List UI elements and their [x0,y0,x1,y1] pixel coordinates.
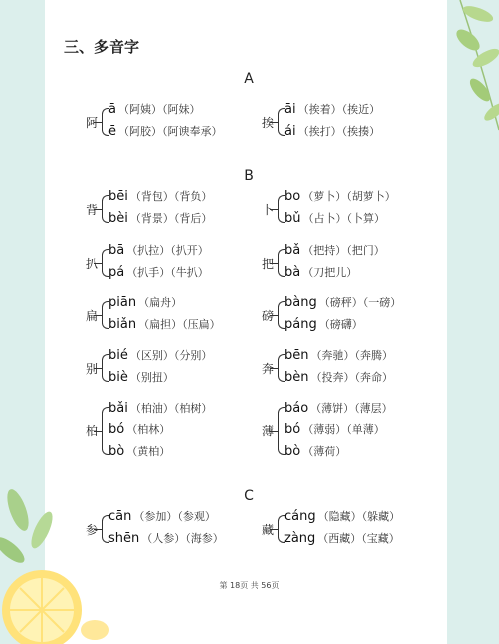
pinyin: piān [108,295,137,310]
section-letter-c: C [244,488,254,504]
words: （把持）（把门） [302,244,385,257]
pinyin: āi [284,102,296,117]
reading-line [108,508,216,524]
reading-line [284,421,385,437]
words: （背景）（背后） [129,212,213,225]
words: （区别）（分别） [129,349,213,362]
words: （柏林） [126,423,171,436]
pinyin: bā [108,243,125,258]
words: （磅礴） [318,318,363,331]
reading-line [108,421,170,437]
words: （薄弱）（单薄） [302,423,385,436]
section-letter-b: B [244,168,254,184]
words: （黄柏） [126,445,171,458]
words: （奔驰）（奔腾） [310,349,393,362]
pinyin: páng [284,317,317,332]
words: （隐藏）（躲藏） [317,510,401,523]
entry-char: 柏 [86,424,99,438]
reading-line [108,101,200,117]
entry-char: 阿 [86,116,99,130]
pinyin: cān [108,509,132,524]
words: （阿胶）（阿谀奉承） [118,125,223,138]
pinyin: bo [284,189,301,204]
pinyin: bò [284,444,301,459]
reading-line [108,443,170,459]
entry-char: 背 [86,203,99,217]
section-letter-a: A [244,71,254,87]
entry-char: 别 [86,362,99,376]
reading-line [284,443,346,459]
pinyin: bèn [284,370,309,385]
pinyin: bó [108,422,125,437]
words: （挨着）（挨近） [297,103,381,116]
words: （别扭） [129,371,174,384]
pinyin: bàng [284,295,317,310]
reading-line [108,530,224,546]
pinyin: pá [108,265,125,280]
words: （人参）（海参） [141,532,224,545]
words: （刀把儿） [302,266,358,279]
reading-line [284,508,400,524]
words: （薄饼）（薄层） [310,402,393,415]
words: （萝卜）（胡萝卜） [302,190,396,203]
entry-char: 奔 [262,362,275,376]
pinyin: bié [108,348,128,363]
words: （背包）（背负） [129,190,213,203]
words: （柏油）（柏树） [129,402,213,415]
entry-char: 卜 [262,203,275,217]
entry-char: 参 [86,523,99,537]
words: （占卜）（卜算） [302,212,385,225]
pinyin: zàng [284,531,316,546]
page-footer: 第 18页 共 56页 [219,581,280,590]
reading-line [284,294,401,310]
pinyin: bò [108,444,125,459]
reading-line [284,210,385,226]
pinyin: báo [284,401,309,416]
page-title: 三、多音字 [64,38,140,56]
words: （投奔）（奔命） [310,371,393,384]
pinyin: ā [108,102,116,117]
entry-char: 扁 [86,309,99,323]
reading-line [284,400,393,416]
pinyin: bǎ [284,243,301,258]
reading-line [284,369,393,385]
reading-line [108,242,209,258]
reading-line [284,530,400,546]
reading-line [108,264,209,280]
words: （扁担）（压扁） [138,318,221,331]
reading-line [284,242,385,258]
words: （西藏）（宝藏） [317,532,400,545]
entry-char: 藏 [262,523,275,537]
words: （薄荷） [302,445,347,458]
words: （挨打）（挨揍） [297,125,381,138]
pinyin: bǔ [284,211,301,226]
reading-line [108,316,221,332]
pinyin: bǎi [108,401,128,416]
entry-char: 扒 [86,257,99,271]
reading-line [108,188,212,204]
reading-line [108,347,212,363]
pinyin: bó [284,422,301,437]
words: （扒拉）（扒开） [126,244,209,257]
pinyin: bēn [284,348,309,363]
pinyin: bà [284,265,301,280]
reading-line [284,101,380,117]
reading-line [284,316,363,332]
pinyin: ái [284,124,296,139]
words: （扒手）（牛扒） [126,266,209,279]
pinyin: shēn [108,531,140,546]
words: （阿姨）（阿妹） [117,103,201,116]
reading-line [284,264,357,280]
reading-line [108,210,212,226]
pinyin: biǎn [108,317,137,332]
words: （参加）（参观） [133,510,216,523]
reading-line [108,123,223,139]
entry-char: 薄 [262,424,275,438]
entry-char: 磅 [262,309,275,323]
pinyin: biè [108,370,128,385]
words: （扁舟） [138,296,183,309]
pinyin: bēi [108,189,128,204]
pinyin: ē [108,124,116,139]
words: （磅秤）（一磅） [318,296,402,309]
pinyin: cáng [284,509,316,524]
entry-char: 把 [262,257,275,271]
reading-line [108,400,212,416]
reading-line [108,294,182,310]
pinyin: bèi [108,211,128,226]
reading-line [108,369,174,385]
reading-line [284,123,380,139]
entry-char: 挨 [262,116,275,130]
reading-line [284,188,396,204]
reading-line [284,347,393,363]
